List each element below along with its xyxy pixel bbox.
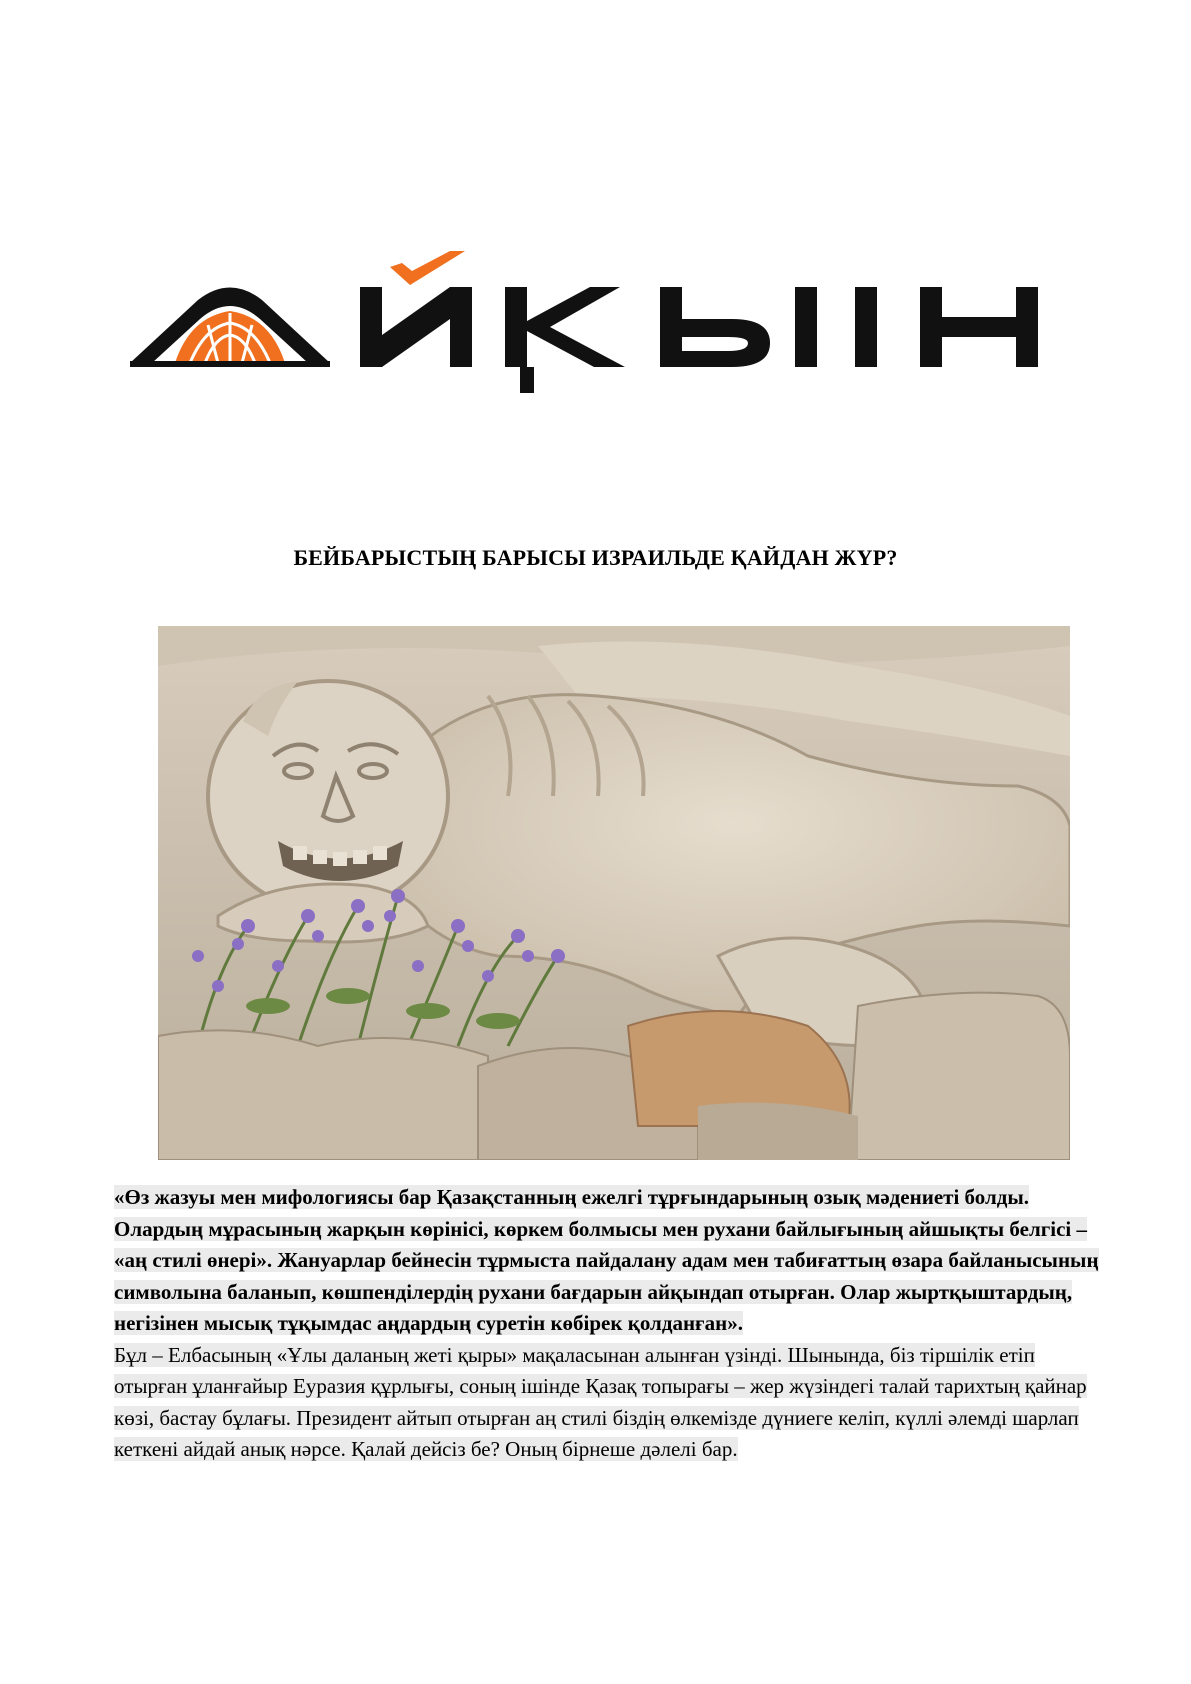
stone-lion-relief-photo [158, 626, 1070, 1160]
article-quote-text: «Өз жазуы мен мифологиясы бар Қазақстанның ежелгі тұрғындарының озық мәдениеті болды. Олардың мұрасының жарқын көрінісі, көркем болмысы мен рухани байлығының айшықты белгісі – «аң стилі өнері». Жануарлар бейнесін тұрмыста пайдалану адам мен табиғаттың өзара байланысының символына баланып, көшпенділердің рухани бағдарын айқындап отырған. Олар жыртқыштардың, негізінен мысық тұқымдас аңдардың суретін көбірек қолданған». [114, 1185, 1099, 1335]
article-paragraph [114, 1340, 1109, 1466]
article-paragraph-text: Бұл – Елбасының «Ұлы даланың жеті қыры» мақаласынан алынған үзінді. Шынында, біз тіршілік етіп отырған ұланғайыр Еуразия құрлығы, соның ішінде Қазақ топырағы – жер жүзіндегі талай тарихтың қайнар көзі, бастау бұлағы. Президент айтып отырған аң стилі біздің өлкемізде дүниеге келіп, күллі әлемді шарлап кеткені айдай анық нәрсе. Қалай дейсіз бе? Оның бірнеше дәлелі бар. [114, 1342, 1087, 1461]
newspaper-logo [120, 245, 1120, 395]
article-headline: БЕЙБАРЫСТЫҢ БАРЫСЫ ИЗРАИЛЬДЕ ҚАЙДАН ЖҮР? [293, 544, 898, 570]
aikyn-logo-icon [120, 245, 1120, 395]
article-quote [114, 1182, 1109, 1340]
article-body [114, 1182, 1109, 1466]
lion-relief-image-icon [158, 626, 1070, 1160]
